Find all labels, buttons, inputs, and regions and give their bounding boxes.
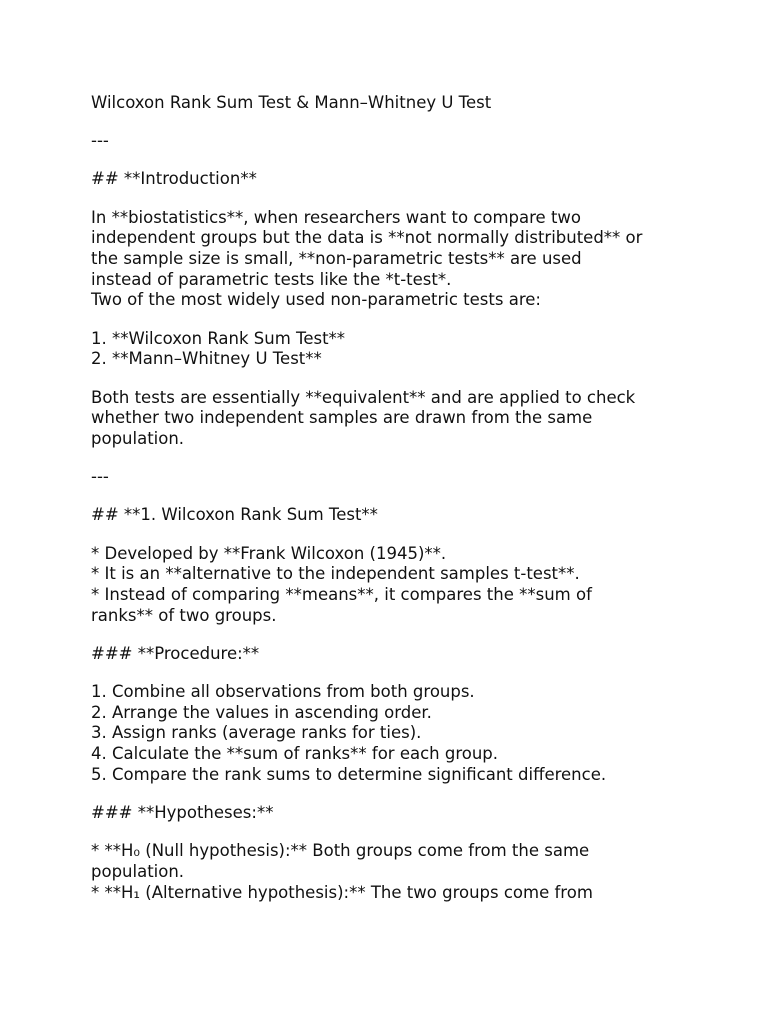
list-item: 4. Calculate the **sum of ranks** for each group. bbox=[91, 744, 499, 764]
list-item: 2. Arrange the values in ascending order. bbox=[91, 702, 432, 722]
procedure-heading bbox=[91, 644, 691, 665]
wilcoxon-bullets bbox=[91, 544, 691, 627]
list-item: population. bbox=[91, 861, 185, 881]
rule-text: --- bbox=[91, 131, 109, 151]
list-item: * **H₀ (Null hypothesis):** Both groups come from the same bbox=[91, 841, 590, 861]
horizontal-rule-text bbox=[91, 467, 691, 488]
test-list bbox=[91, 329, 691, 370]
list-item: 5. Compare the rank sums to determine significant difference. bbox=[91, 764, 607, 784]
paragraph-line: Both tests are essentially **equivalent** and are applied to check bbox=[91, 387, 636, 407]
paragraph-line: population. bbox=[91, 428, 185, 448]
paragraph-line: In **biostatistics**, when researchers want to compare two bbox=[91, 207, 582, 227]
procedure-steps bbox=[91, 682, 691, 786]
introduction-heading bbox=[91, 169, 691, 190]
list-item: ranks** of two groups. bbox=[91, 605, 277, 625]
paragraph-line: the sample size is small, **non-parametric tests** are used bbox=[91, 249, 582, 269]
list-item: 1. Combine all observations from both groups. bbox=[91, 682, 475, 702]
document-title bbox=[91, 93, 691, 114]
horizontal-rule-text bbox=[91, 131, 691, 152]
heading-text: ## **Introduction** bbox=[91, 169, 257, 189]
heading-text: ## **1. Wilcoxon Rank Sum Test** bbox=[91, 505, 378, 525]
introduction-paragraph bbox=[91, 208, 691, 312]
hypotheses-heading bbox=[91, 803, 691, 824]
equivalence-paragraph bbox=[91, 388, 691, 450]
list-item: * Instead of comparing **means**, it compares the **sum of bbox=[91, 584, 592, 604]
list-item: 3. Assign ranks (average ranks for ties). bbox=[91, 723, 422, 743]
list-item: * **H₁ (Alternative hypothesis):** The two groups come from bbox=[91, 882, 593, 902]
rule-text: --- bbox=[91, 467, 109, 487]
wilcoxon-heading bbox=[91, 505, 691, 526]
list-item: 1. **Wilcoxon Rank Sum Test** bbox=[91, 328, 346, 348]
document-page bbox=[91, 93, 691, 921]
paragraph-line: independent groups but the data is **not normally distributed** or bbox=[91, 228, 643, 248]
hypotheses-list bbox=[91, 841, 691, 903]
title-text: Wilcoxon Rank Sum Test & Mann–Whitney U Test bbox=[91, 93, 492, 112]
paragraph-line: whether two independent samples are drawn from the same bbox=[91, 408, 593, 428]
paragraph-line: instead of parametric tests like the *t-test*. bbox=[91, 269, 452, 289]
list-item: * Developed by **Frank Wilcoxon (1945)**. bbox=[91, 543, 447, 563]
heading-text: ### **Procedure:** bbox=[91, 643, 260, 663]
paragraph-line: Two of the most widely used non-parametric tests are: bbox=[91, 290, 541, 310]
list-item: 2. **Mann–Whitney U Test** bbox=[91, 349, 322, 369]
list-item: * It is an **alternative to the independent samples t-test**. bbox=[91, 564, 580, 584]
heading-text: ### **Hypotheses:** bbox=[91, 803, 274, 823]
